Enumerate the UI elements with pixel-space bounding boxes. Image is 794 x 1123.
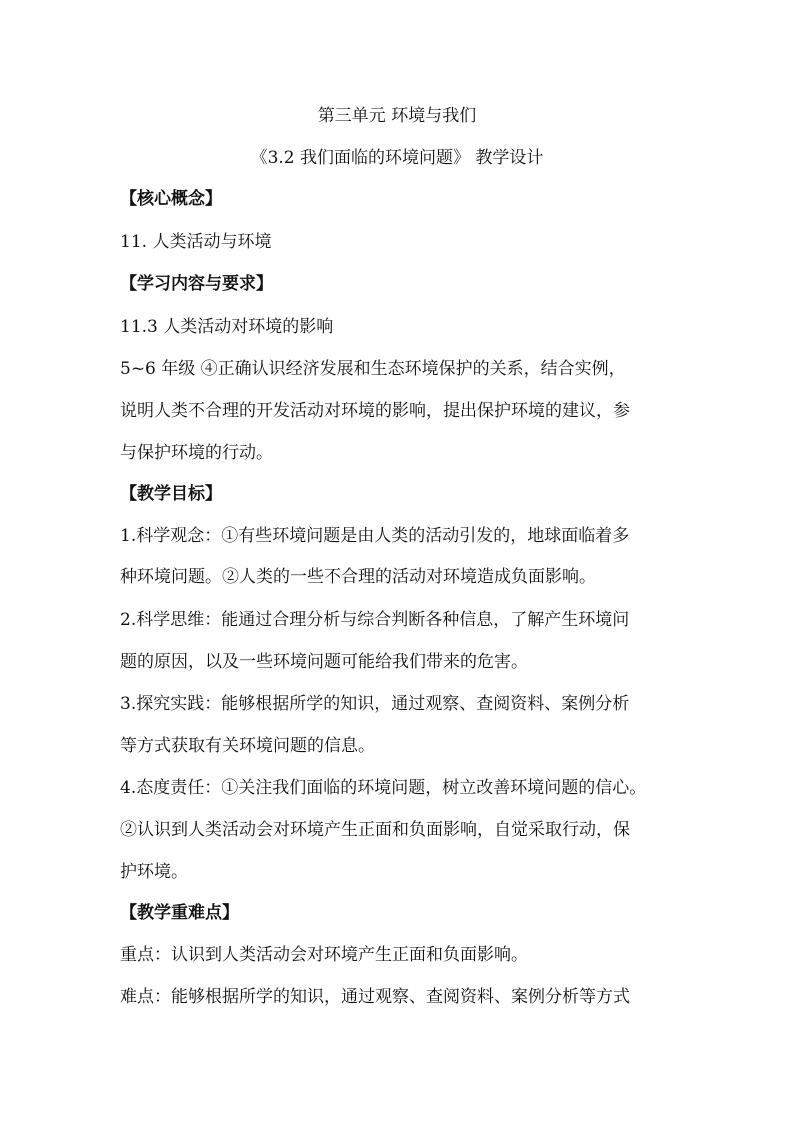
paragraph-line: 难点：能够根据所学的知识，通过观察、查阅资料、案例分析等方式: [120, 987, 630, 1007]
section-heading-learning-content: 【学习内容与要求】: [120, 274, 273, 294]
paragraph-line: 护环境。: [120, 862, 188, 882]
paragraph-line: 5~6 年级 ④正确认识经济发展和生态环境保护的关系，结合实例，: [120, 359, 626, 379]
paragraph-line: 题的原因，以及一些环境问题可能给我们带来的危害。: [120, 652, 528, 672]
paragraph-line: 2.科学思维：能通过合理分析与综合判断各种信息，了解产生环境问: [120, 610, 630, 630]
paragraph-line: 种环境问题。②人类的一些不合理的活动对环境造成负面影响。: [120, 567, 596, 587]
section-heading-key-points: 【教学重难点】: [120, 903, 239, 923]
paragraph-line: 与保护环境的行动。: [120, 443, 273, 463]
paragraph-line: 3.探究实践：能够根据所学的知识，通过观察、查阅资料、案例分析: [120, 694, 630, 714]
unit-title: 第三单元 环境与我们: [317, 106, 477, 126]
paragraph-line: 4.态度责任：①关注我们面临的环境问题，树立改善环境问题的信心。: [120, 778, 647, 798]
paragraph-line: 说明人类不合理的开发活动对环境的影响，提出保护环境的建议，参: [120, 401, 630, 421]
lesson-title: 《3.2 我们面临的环境问题》 教学设计: [250, 148, 544, 168]
paragraph-line: 1.科学观念：①有些环境问题是由人类的活动引发的，地球面临着多: [120, 526, 630, 546]
learning-content-item: 11.3 人类活动对环境的影响: [120, 317, 334, 337]
section-heading-teaching-goals: 【教学目标】: [120, 484, 222, 504]
paragraph-line: ②认识到人类活动会对环境产生正面和负面影响，自觉采取行动，保: [120, 820, 630, 840]
paragraph-line: 重点：认识到人类活动会对环境产生正面和负面影响。: [120, 945, 528, 965]
section-heading-core-concept: 【核心概念】: [120, 189, 222, 209]
paragraph-line: 等方式获取有关环境问题的信息。: [120, 736, 375, 756]
core-concept-text: 11. 人类活动与环境: [120, 232, 272, 252]
